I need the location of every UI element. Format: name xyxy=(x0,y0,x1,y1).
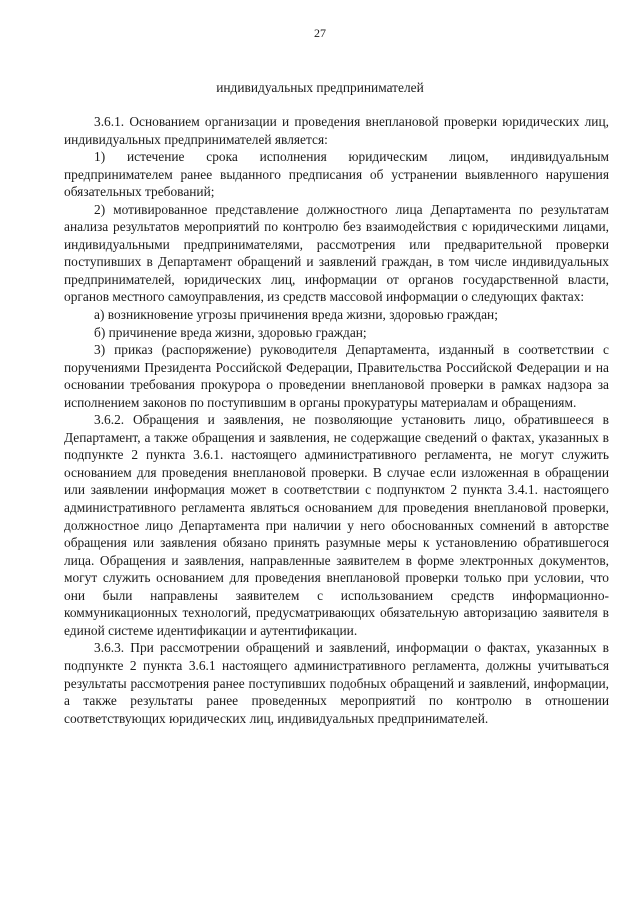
page-number: 27 xyxy=(314,26,326,40)
paragraph-3-6-3: 3.6.3. При рассмотрении обращений и заявлений, информации о фактах, указанных в подпункте 2 пункта 3.6.1 настоящего административного регламента, должны учитываться результаты рассмотрения ранее поступивших подобных обращений и заявлений, информации, а также результаты ранее проведенных мероприятий по контролю в отношении соответствующих юридических лиц, индивидуальных предпринимателей. xyxy=(64,640,609,726)
paragraph-3-6-1: 3.6.1. Основанием организации и проведения внеплановой проверки юридических лиц, индивидуальных предпринимателей является: xyxy=(64,114,609,147)
list-item-1: 1) истечение срока исполнения юридическим лицом, индивидуальным предпринимателем ранее выданного предписания об устранении выявленного нарушения обязательных требований; xyxy=(64,149,609,200)
list-item-2: 2) мотивированное представление должностного лица Департамента по результатам анализа результатов мероприятий по контролю без взаимодействия с юридическими лицами, индивидуальными предпринимателями, рассмотрения или предварительной проверки поступивших в Департамент обращений и заявлений граждан, в том числе индивидуальных предпринимателей, юридических лиц, информации от органов государственной власти, органов местного самоуправления, из средств массовой информации о следующих фактах: xyxy=(64,201,609,305)
list-item-2b: б) причинение вреда жизни, здоровью граждан; xyxy=(94,324,367,340)
list-item-2a: а) возникновение угрозы причинения вреда жизни, здоровью граждан; xyxy=(94,307,498,323)
document-body xyxy=(64,113,609,727)
paragraph-3-6-2: 3.6.2. Обращения и заявления, не позволяющие установить лицо, обратившееся в Департамент, а также обращения и заявления, не содержащие сведений о фактах, указанных в подпункте 2 пункта 3.6.1. настоящего административного регламента, не могут служить основанием для проведения внеплановой проверки. В случае если изложенная в обращении или заявлении информация может в соответствии с подпунктом 2 пункта 3.4.1. настоящего административного регламента являться основанием для проведения внеплановой проверки, должностное лицо Департамента при наличии у него обоснованных сомнений в авторстве обращения или заявления обязано принять разумные меры к установлению обратившегося лица. Обращения и заявления, направленные заявителем в форме электронных документов, могут служить основанием для проведения внеплановой проверки только при условии, что они были направлены заявителем с использованием средств информационно-коммуникационных технологий, предусматривающих обязательную авторизацию заявителя в единой системе идентификации и аутентификации. xyxy=(64,412,609,638)
list-item-3: 3) приказ (распоряжение) руководителя Департамента, изданный в соответствии с поручениями Президента Российской Федерации, Правительства Российской Федерации и на основании требования прокурора о проведении внеплановой проверки в рамках надзора за исполнением законов по поступившим в органы прокуратуры материалам и обращениям. xyxy=(64,342,609,410)
section-heading: индивидуальных предпринимателей xyxy=(216,80,424,95)
